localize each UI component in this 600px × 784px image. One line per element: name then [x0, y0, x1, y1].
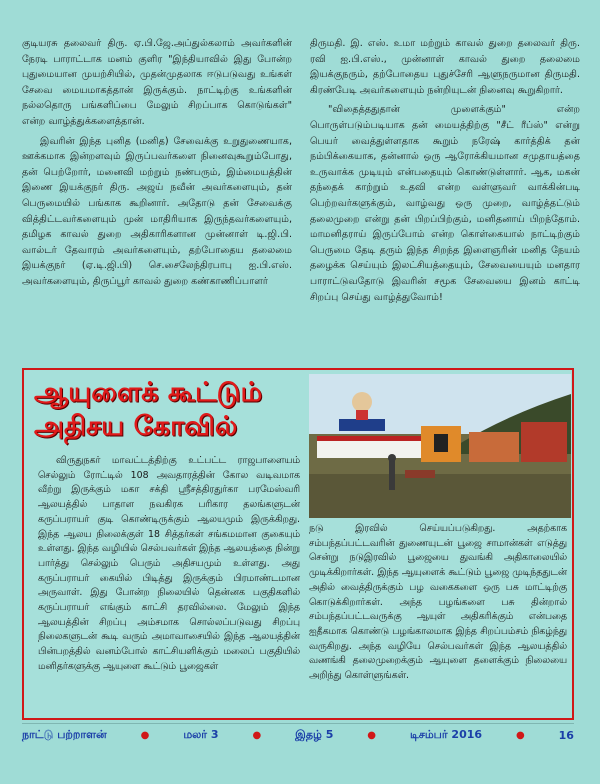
- issue-label: இதழ் 5: [295, 727, 334, 741]
- column-left: [22, 36, 292, 366]
- paragraph: இவரின் இந்த புனித (மனித) சேவைக்கு உறுதுணையாக, ஊக்கமாக இன்றளவும் இருப்பவர்களை நினைவுகூறும்போது, தன் பெற்றோர், மனைவி மற்றும் நண்பரும், இம்மையத்தின் இணை இயக்குநர் திரு. அஜய் நவீன் அவர்களையும், தன் பெருமையில் பங்காக கூறினார். அதோடு தன் சேவைக்கு வித்திட்டவர்களையும் முன் மாதிரியாக இருந்தவர்களையும், தமிழக காவல் துறை அதிகாரிகளான முன்னாள் டி.ஜி.பி. வால்டர் தேவாரம் அவர்களையும், தற்போதைய தலைமை இயக்குநர் (ஏ.டி.ஜி.பி) செ.சைலேந்திரபாபு ஐ.பி.எஸ். அவர்களையும், திருப்பூர் காவல் துறை கண்காணிப்பாளர்: [22, 135, 292, 287]
- feature-title: [34, 376, 294, 444]
- bullet-icon: ●: [252, 729, 262, 741]
- article-continuation: [22, 36, 580, 366]
- paragraph: குடியரசு தலைவர் திரு. ஏ.பி.ஜே.அப்துல்கலாம் அவர்களின் நேரடி பாராட்டாக மனம் குளிர "இந்தியாவில் இது போன்ற புதுமையான முயற்சியில், முதன்முதலாக ஈடுபடுவது உங்கள் சேவை மையமாகத்தான் இருக்கும். நாட்டிற்கு உங்களின் நல்லதொரு பங்களிப்பை மேலும் சிறப்பாக கொடுங்கள்" என்ற வாழ்த்துக்களைத்தான்.: [22, 38, 292, 127]
- temple-photo-illustration: [309, 374, 571, 518]
- paragraph: திருமதி. இ. எஸ். உமா மற்றும் காவல் துறை தலைவர் திரு. ரவி ஐ.பி.எஸ்., முன்னாள் காவல் துறை தலைமை இயக்குநரும், தற்போதைய புதுச்சேரி ஆளுநருமான திருமதி. கிரண்பேடி அவர்களையும் நன்றியுடன் நினைவு கூறுகிறார்.: [310, 38, 580, 96]
- feature-title-line1: ஆயுளைக் கூட்டும்: [34, 377, 263, 408]
- paragraph: நடு இரவில் செய்யப்படுகிறது. அதற்காக சம்பந்தப்பட்டவரின் துணையுடன் பூஜை சாமான்கள் எடுத்து சென்று நடுஇரவில் பூஜையை துவங்கி அதிகாலையில் முடிக்கிறார்கள். இந்த ஆயுளைக் கூட்டும் பூஜை முடிந்ததுடன் அதில் வைத்திருக்கும் பழ வகைகளை ஒரு பசு மாட்டிற்கு கொடுக்கிறார்கள். அந்த பழங்களை பசு தின்றால் சம்பந்தப்பட்டவருக்கு ஆயுள் அதிகரிக்கும் என்பதை ஐதீகமாக கொண்டு பழங்காலமாக இந்த சிறப்பம்சம் நிகழ்ந்து வருகிறது. அந்த வழியே செல்பவர்கள் இந்த ஆலயத்தில் வணங்கி தலைமுறைக்கும் ஆயுளை தளைக்கும் நிலையை அறிந்து கொள்ளுங்கள்.: [309, 523, 567, 682]
- month-label: டிசம்பர் 2016: [409, 727, 483, 741]
- feature-title-line2: அதிசய கோவில்: [34, 411, 238, 442]
- column-right: [310, 36, 580, 366]
- paragraph: "விதைத்ததுதான் முளைக்கும்" என்ற பொருள்படும்படியாக தன் மையத்திற்கு "சீட் ரீப்ஸ்" என்று பெயர் வைத்துள்ளதாக கூறும் நரேஷ் கார்த்திக் தன் நம்பிக்கையாக, தன்னால் ஒரு ஆரோக்கியமான சமுதாயத்தை உருவாக்க முடியும் என்பதையும் கொண்டுள்ளார். ஆக, மகன் தந்தைக் காற்றும் உதவி என்ற வள்ளுவர் வாக்கின்படி பெற்றவர்களுக்கும், வாழ்வது ஒரு முறை, வாழ்த்தட்டும் தலைமுறை என்று தன் பிறப்பிற்கும், மனிதனாய் பிறந்தோம். மாமனிதராய் இருப்போம் என்ற கொள்கையால் நாட்டிற்கும் பெருமை தேடி தரும் இந்த சிறந்த இளைஞரின் மனித நேயம் தழைக்க செய்யும் இலட்சியத்தையும், சேவையையும் மனதார பாராட்டுவதோடு இவரின் சமூக சேவையை இனம் காட்டி சிறப்பு செய்து வாழ்த்துவோம்!: [310, 104, 580, 303]
- bullet-icon: ●: [367, 729, 377, 741]
- page-number: 16: [558, 728, 574, 742]
- volume-label: மலர் 3: [183, 727, 219, 741]
- feature-column-right: [309, 522, 567, 684]
- magazine-name: நாட்டு பற்றாளன்: [22, 727, 107, 741]
- page-footer: [22, 723, 574, 746]
- paragraph: விருதுநகர் மாவட்டத்திற்கு உட்பட்ட ராஜபாளையம் செல்லும் ரோட்டில் 108 அவதாரத்தின் கோல வடிவமாக வீற்று இருக்கும் மகா சக்தி ஸ்ரீசத்திரதுர்கா பரமேஸ்வரி ஆலயத்தில் பாதாள நவகிரக பரிகார தலங்களுடன் கருப்பராயர் குடி கொண்டிருக்கும் ஆலயமும் இருக்கிறது. இந்த ஆலய நிலைக்குள் 18 சித்தர்கள் சங்கமமான குகையும் உள்ளது. இந்த வழியில் செல்பவர்கள் இந்த ஆலயத்தை நின்று பார்த்து செல்லும் பெரும் அதிசயமும் உள்ளது. அது கருப்பராயர் கையில் பிடித்து இருக்கும் பிரமாண்டமான அருவாள். இது போன்ற நிலையில் தென்னக பகுதிகளில் கருப்பராயர் எங்கும் காட்சி தரவில்லை. மேலும் இந்த ஆலயத்தின் சிறப்பு அம்சமாக சொல்லப்படுவது சிறப்பு நிலைகளுடன் கூடி வரும் அமாவாசையில் இந்த ஆலயத்தின் பின்பறத்தில் வனம்போல் காட்சியளிக்கும் மலைப் பகுதியில் மனிதர்களுக்கு ஆயுளை கூட்டும் பூஜைகள்: [38, 455, 300, 672]
- temple-photo: [309, 374, 571, 518]
- bullet-icon: ●: [140, 729, 150, 741]
- feature-column-left: [38, 454, 300, 675]
- feature-box: [22, 368, 574, 720]
- bullet-icon: ●: [515, 729, 525, 741]
